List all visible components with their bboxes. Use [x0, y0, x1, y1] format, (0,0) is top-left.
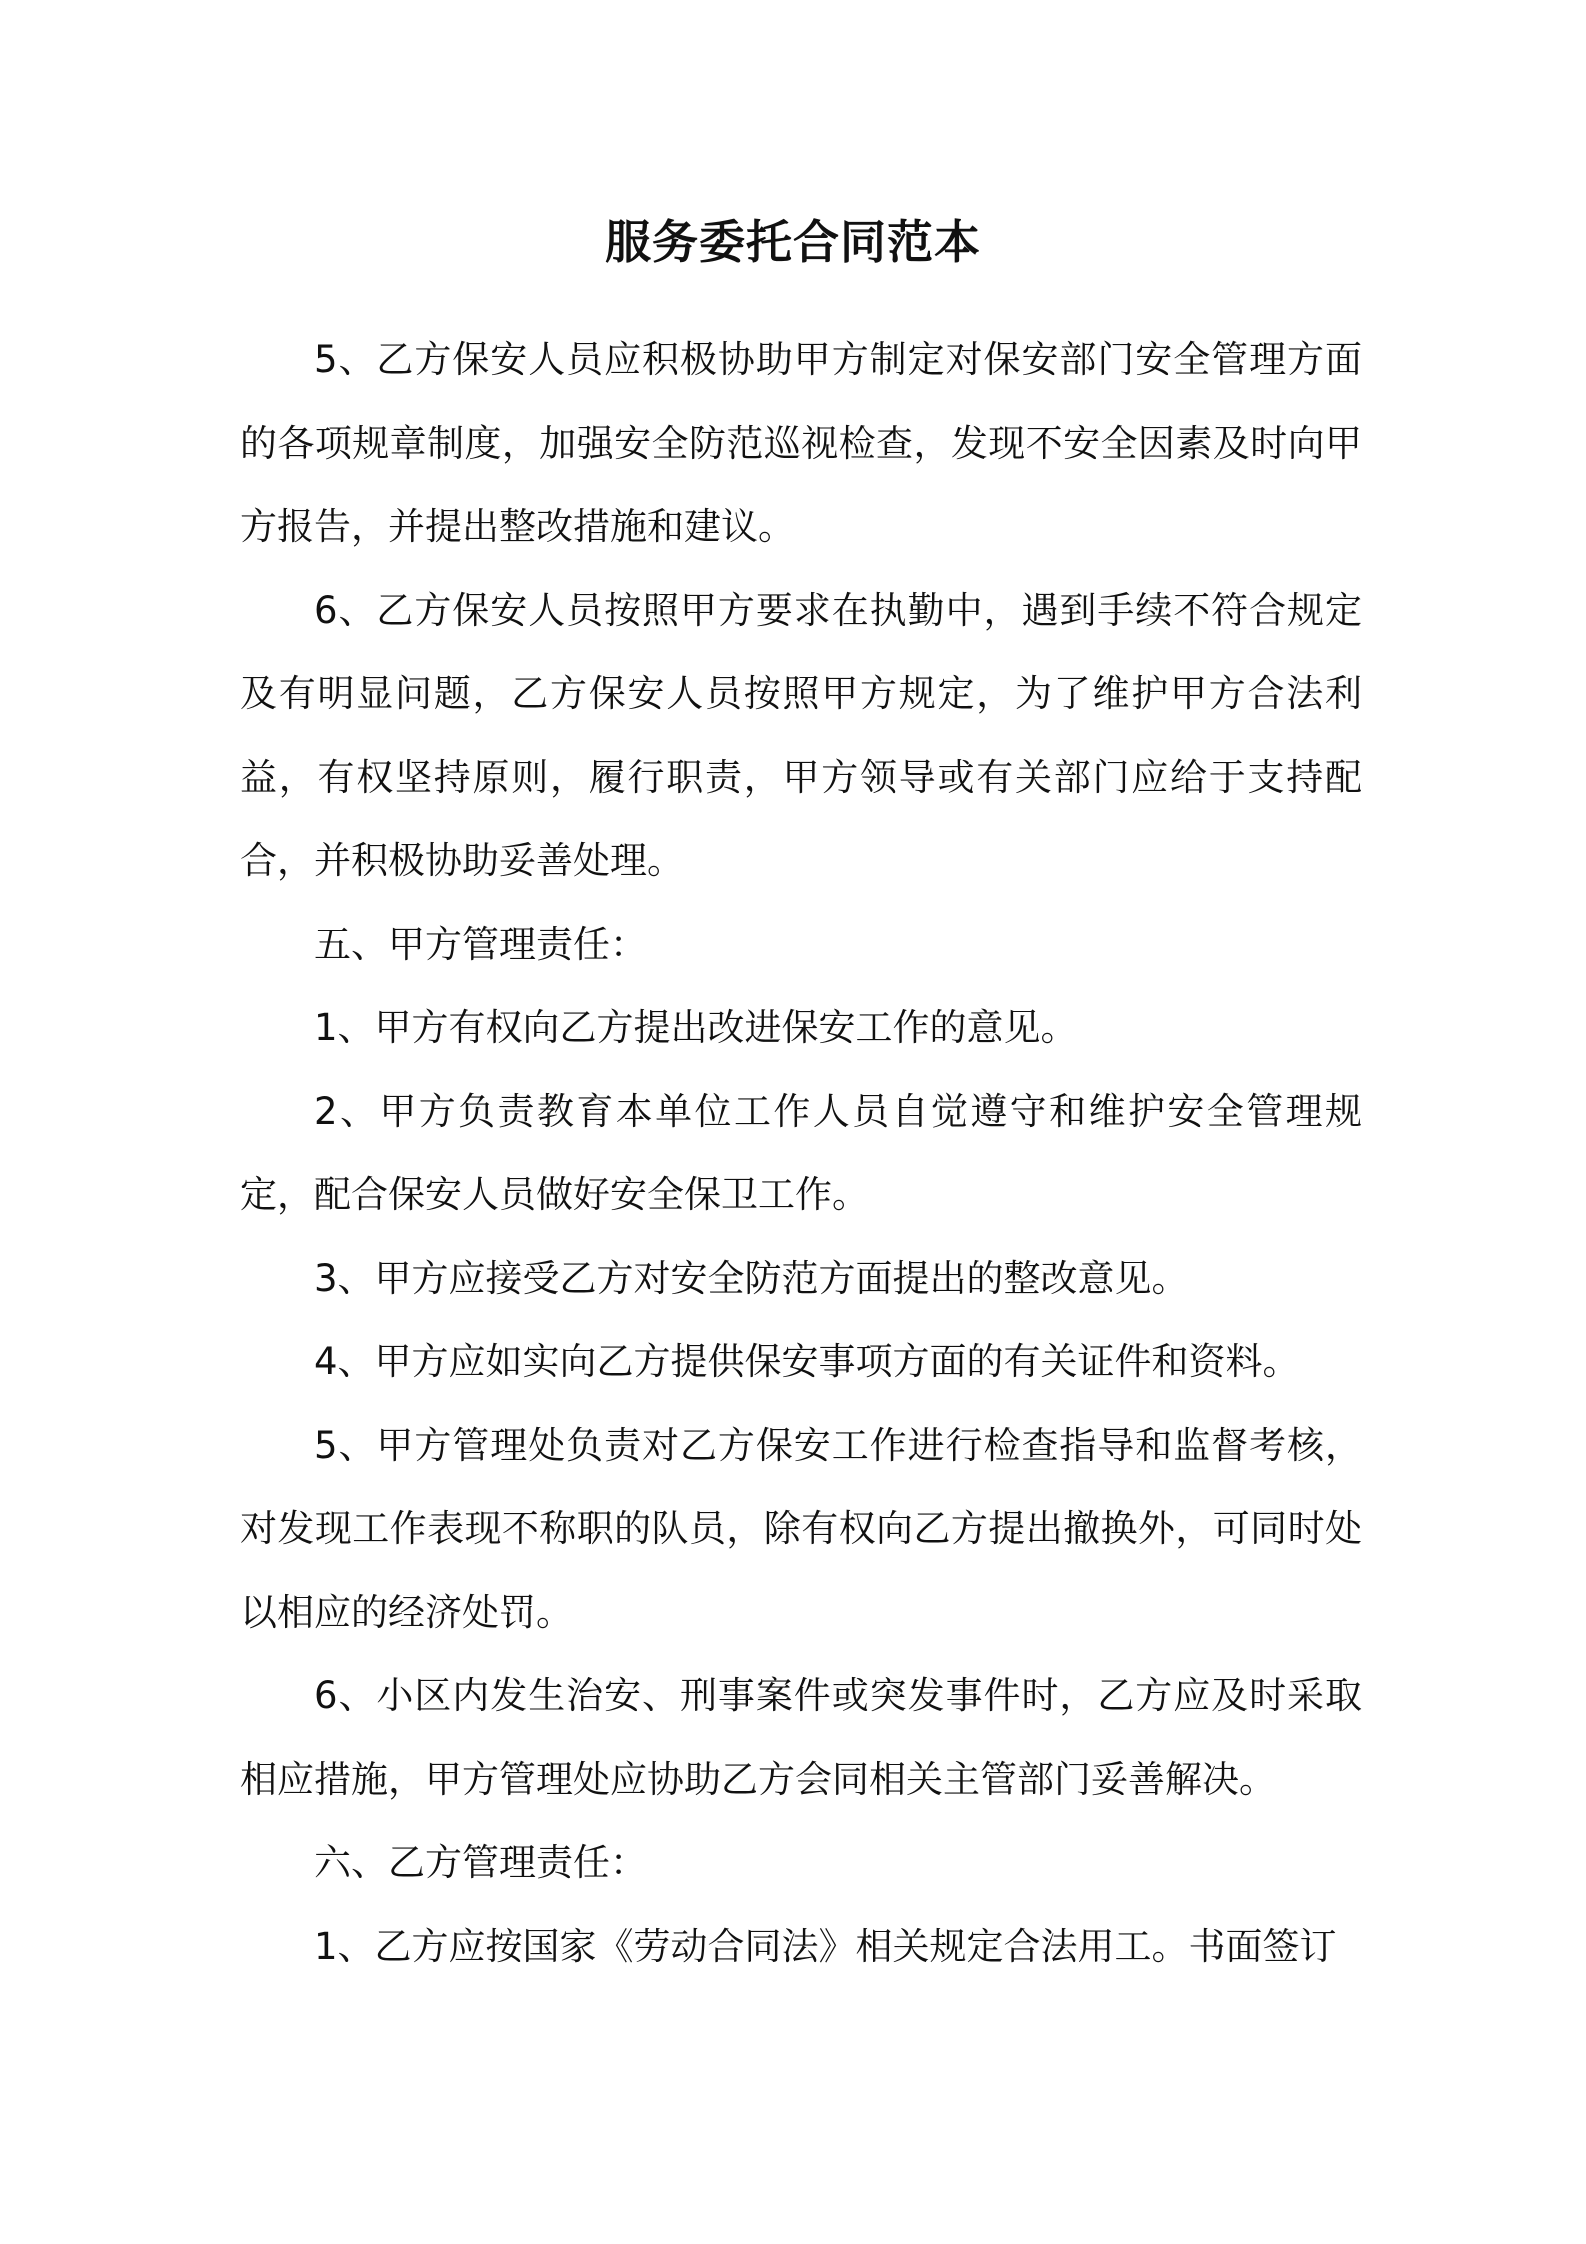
paragraph: 1、甲方有权向乙方提出改进保安工作的意见。: [314, 1006, 1078, 1049]
paragraph: 6、小区内发生治安、刑事案件或突发事件时，乙方应及时采取相应措施，甲方管理处应协助乙方会同相关主管部门妥善解决。: [240, 1674, 1362, 1801]
paragraph: 3、甲方应接受乙方对安全防范方面提出的整改意见。: [314, 1256, 1189, 1300]
paragraph: 4、甲方应如实向乙方提供保安事项方面的有关证件和资料。: [314, 1340, 1300, 1383]
paragraph: 5、甲方管理处负责对乙方保安工作进行检查指导和监督考核，对发现工作表现不称职的队员，除有权向乙方提出撤换外，可同时处以相应的经济处罚。: [240, 1423, 1362, 1634]
section-heading: 五、甲方管理责任：: [314, 922, 647, 966]
paragraph: 6、乙方保安人员按照甲方要求在执勤中，遇到手续不符合规定及有明显问题，乙方保安人员按照甲方规定，为了维护甲方合法利益，有权坚持原则，履行职责，甲方领导或有关部门应给于支持配合，并积极协助妥善处理。: [240, 588, 1362, 882]
paragraph: 2、甲方负责教育本单位工作人员自觉遵守和维护安全管理规定，配合保安人员做好安全保卫工作。: [240, 1089, 1362, 1216]
paragraph: 5、乙方保安人员应积极协助甲方制定对保安部门安全管理方面的各项规章制度，加强安全防范巡视检查，发现不安全因素及时向甲方报告，并提出整改措施和建议。: [240, 338, 1362, 548]
section-heading: 六、乙方管理责任：: [314, 1841, 647, 1884]
paragraph: 1、乙方应按国家《劳动合同法》相关规定合法用工。书面签订: [314, 1924, 1337, 1968]
document-title: 服务委托合同范本: [605, 215, 981, 269]
document-body: [240, 318, 1362, 1988]
